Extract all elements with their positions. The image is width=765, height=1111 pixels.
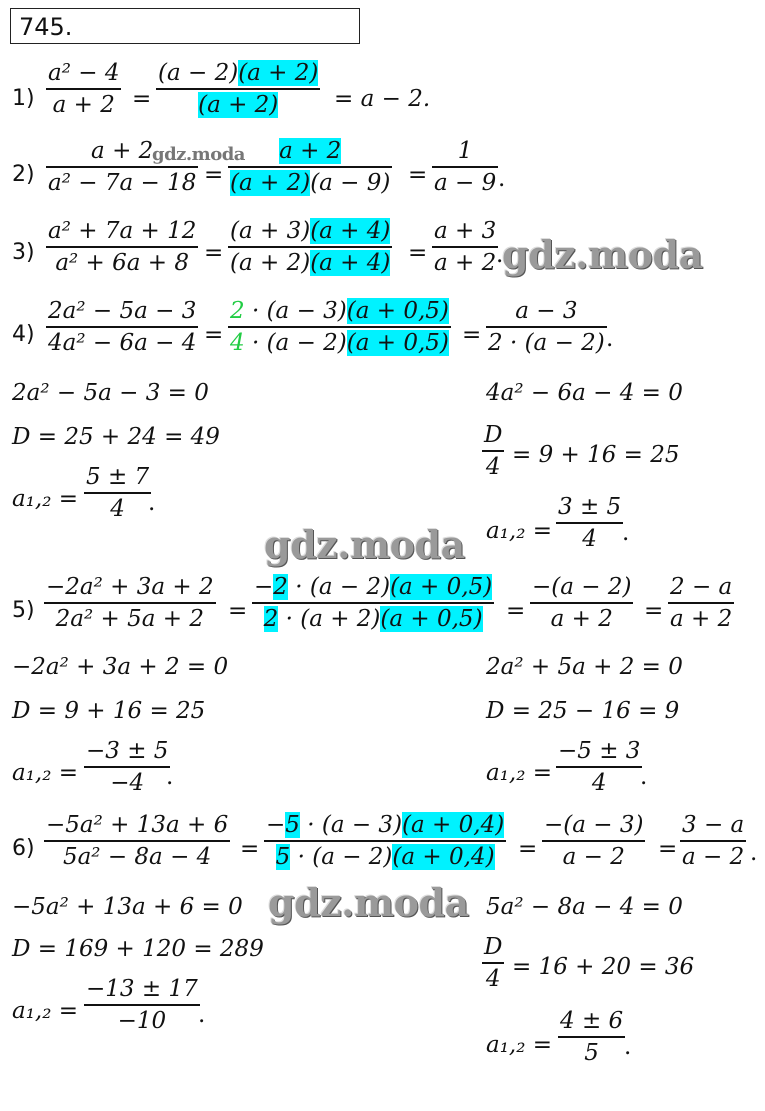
problem-label: 6): [12, 836, 35, 861]
denominator: a + 2: [550, 606, 613, 633]
highlight-factor: a + 2: [279, 138, 342, 164]
numerator: −5 ± 3: [558, 738, 641, 764]
numerator: a − 3: [515, 298, 578, 324]
fraction: [668, 574, 734, 632]
numerator: −(a − 2): [532, 574, 632, 600]
numerator: a² − 4: [48, 60, 120, 86]
watermark: gdz.moda: [268, 880, 469, 925]
period: .: [640, 764, 648, 790]
fraction: [432, 218, 498, 276]
numerator: 4 ± 6: [560, 1008, 624, 1034]
equation: −2a² + 3a + 2 = 0: [12, 654, 229, 680]
numerator: −5a² + 13a + 6: [46, 812, 229, 838]
denominator: 2 · (a − 2): [488, 330, 605, 357]
numerator: D: [484, 422, 503, 448]
period: .: [496, 242, 504, 268]
equals-sign: =: [644, 598, 664, 624]
numerator: 3 − a: [682, 812, 745, 838]
discriminant: D = 9 + 16 = 25: [12, 698, 206, 724]
green-coefficient: 4: [230, 330, 245, 357]
denominator: 4: [485, 966, 501, 993]
highlight-factor: (a + 2): [238, 60, 319, 86]
highlight-coefficient: 5: [285, 812, 300, 838]
discriminant: D = 25 − 16 = 9: [486, 698, 680, 724]
period: .: [498, 166, 506, 192]
period: .: [148, 490, 156, 516]
fraction: [44, 574, 216, 632]
roots-fraction: [84, 738, 170, 796]
problem-label: 2): [12, 162, 35, 187]
period: .: [624, 1034, 632, 1060]
denominator: a − 2: [562, 844, 625, 871]
fraction: [432, 138, 498, 196]
numerator: a + 2: [91, 138, 154, 164]
denominator: 4: [485, 454, 501, 481]
denominator: a − 2: [682, 844, 745, 871]
fraction: [486, 298, 607, 356]
watermark: gdz.moda: [152, 144, 245, 165]
numerator: (a − 2)(a + 2): [158, 60, 319, 86]
numerator: D: [484, 934, 503, 960]
roots-fraction: [556, 738, 642, 796]
numerator: 2 − a: [670, 574, 733, 600]
fraction: [46, 298, 198, 356]
highlight-factor: (a + 0,5): [346, 298, 449, 324]
equation: 2a² − 5a − 3 = 0: [12, 380, 209, 406]
numerator: (a + 3)(a + 4): [230, 218, 391, 244]
denominator: a − 9: [434, 170, 497, 197]
equation: 5a² − 8a − 4 = 0: [486, 894, 683, 920]
numerator: −(a − 3): [544, 812, 644, 838]
roots-fraction: [556, 494, 623, 552]
equals-sign: =: [462, 322, 482, 348]
result: = a − 2.: [334, 86, 431, 112]
equals-sign: =: [506, 598, 526, 624]
equals-sign: =: [658, 836, 678, 862]
period: .: [198, 1002, 206, 1028]
fraction: [44, 812, 230, 870]
numerator: a² + 7a + 12: [48, 218, 197, 244]
fraction: [156, 60, 320, 118]
numerator: a + 3: [434, 218, 497, 244]
roots-label: a₁,₂ =: [12, 486, 79, 512]
equals-sign: =: [204, 240, 224, 266]
numerator: 5 ± 7: [86, 464, 150, 490]
equals-sign: =: [408, 240, 428, 266]
task-number: 745.: [10, 8, 360, 44]
fraction: [228, 298, 451, 356]
denominator: (a + 2)(a − 9): [230, 170, 391, 197]
fraction: [482, 422, 504, 480]
roots-label: a₁,₂ =: [12, 998, 79, 1024]
equals-sign: =: [228, 598, 248, 624]
equals-sign: =: [204, 322, 224, 348]
denominator: −10: [117, 1008, 167, 1035]
numerator: −3 ± 5: [86, 738, 169, 764]
problem-label: 3): [12, 240, 35, 265]
denominator: 4a² − 6a − 4: [48, 330, 197, 357]
roots-label: a₁,₂ =: [486, 1032, 553, 1058]
denominator: 4 · (a − 2)(a + 0,5): [230, 330, 449, 357]
problem-label: 1): [12, 86, 35, 111]
roots-fraction: [84, 464, 151, 522]
discriminant-rhs: = 9 + 16 = 25: [512, 442, 680, 468]
denominator: a + 2: [52, 92, 115, 119]
roots-label: a₁,₂ =: [12, 760, 79, 786]
roots-fraction: [558, 1008, 625, 1066]
fraction: [680, 812, 746, 870]
discriminant: D = 169 + 120 = 289: [12, 936, 264, 962]
highlight-coefficient: 2: [263, 606, 279, 633]
fraction: [46, 218, 198, 276]
discriminant: D = 25 + 24 = 49: [12, 424, 220, 450]
watermark: gdz.moda: [502, 232, 703, 277]
highlight-factor: (a + 2): [230, 170, 311, 197]
roots-label: a₁,₂ =: [486, 760, 553, 786]
discriminant-rhs: = 16 + 20 = 36: [512, 954, 695, 980]
denominator: (a + 2)(a + 4): [230, 250, 391, 277]
problem-label: 5): [12, 598, 35, 623]
denominator: −4: [110, 770, 145, 797]
denominator: 4: [110, 496, 125, 523]
highlight-factor: (a + 4): [310, 250, 391, 277]
numerator: 2 · (a − 3)(a + 0,5): [230, 298, 449, 324]
highlight-factor: (a + 2): [198, 92, 279, 119]
equals-sign: =: [408, 162, 428, 188]
denominator: 5a² − 8a − 4: [62, 844, 212, 871]
denominator: a² + 6a + 8: [55, 250, 190, 277]
equals-sign: =: [204, 162, 224, 188]
denominator: 4: [582, 526, 597, 553]
numerator: −2 · (a − 2)(a + 0,5): [254, 574, 493, 600]
fraction: [228, 218, 392, 276]
highlight-factor: (a + 0,5): [346, 330, 449, 357]
denominator: 2 · (a + 2)(a + 0,5): [263, 606, 483, 633]
equation: −5a² + 13a + 6 = 0: [12, 894, 243, 920]
highlight-factor: (a + 0,5): [390, 574, 493, 600]
denominator: 5: [584, 1040, 599, 1067]
numerator: −5 · (a − 3)(a + 0,4): [266, 812, 505, 838]
fraction: [530, 574, 633, 632]
numerator: −2a² + 3a + 2: [46, 574, 214, 600]
highlight-coefficient: 5: [275, 844, 291, 871]
equals-sign: =: [132, 86, 152, 112]
highlight-factor: (a + 4): [310, 218, 391, 244]
denominator: 4: [591, 770, 607, 797]
watermark: gdz.moda: [264, 522, 465, 567]
fraction: [252, 574, 494, 632]
highlight-factor: (a + 0,4): [402, 812, 505, 838]
denominator: 2a² + 5a + 2: [55, 606, 204, 633]
numerator: −13 ± 17: [86, 976, 198, 1002]
highlight-coefficient: 2: [273, 574, 288, 600]
denominator: 5 · (a − 2)(a + 0,4): [275, 844, 495, 871]
equation: 4a² − 6a − 4 = 0: [486, 380, 683, 406]
numerator: 2a² − 5a − 3: [48, 298, 197, 324]
numerator: [277, 138, 343, 164]
period: .: [166, 764, 174, 790]
highlight-factor: (a + 0,5): [380, 606, 483, 633]
numerator: 1: [457, 138, 473, 164]
fraction: [482, 934, 504, 992]
fraction: [46, 60, 121, 118]
equals-sign: =: [518, 836, 538, 862]
denominator: a + 2: [670, 606, 733, 633]
green-coefficient: 2: [230, 298, 245, 324]
fraction: [228, 138, 392, 196]
fraction: [542, 812, 645, 870]
period: .: [750, 840, 758, 866]
period: .: [622, 520, 630, 546]
period: .: [606, 326, 614, 352]
equals-sign: =: [240, 836, 260, 862]
denominator: [196, 92, 280, 118]
equation: 2a² + 5a + 2 = 0: [486, 654, 683, 680]
roots-label: a₁,₂ =: [486, 518, 553, 544]
fraction: [264, 812, 506, 870]
problem-label: 4): [12, 322, 35, 347]
denominator: a² − 7a − 18: [48, 170, 197, 197]
highlight-factor: (a + 0,4): [392, 844, 495, 871]
numerator: 3 ± 5: [558, 494, 622, 520]
roots-fraction: [84, 976, 200, 1034]
denominator: a + 2: [434, 250, 497, 277]
